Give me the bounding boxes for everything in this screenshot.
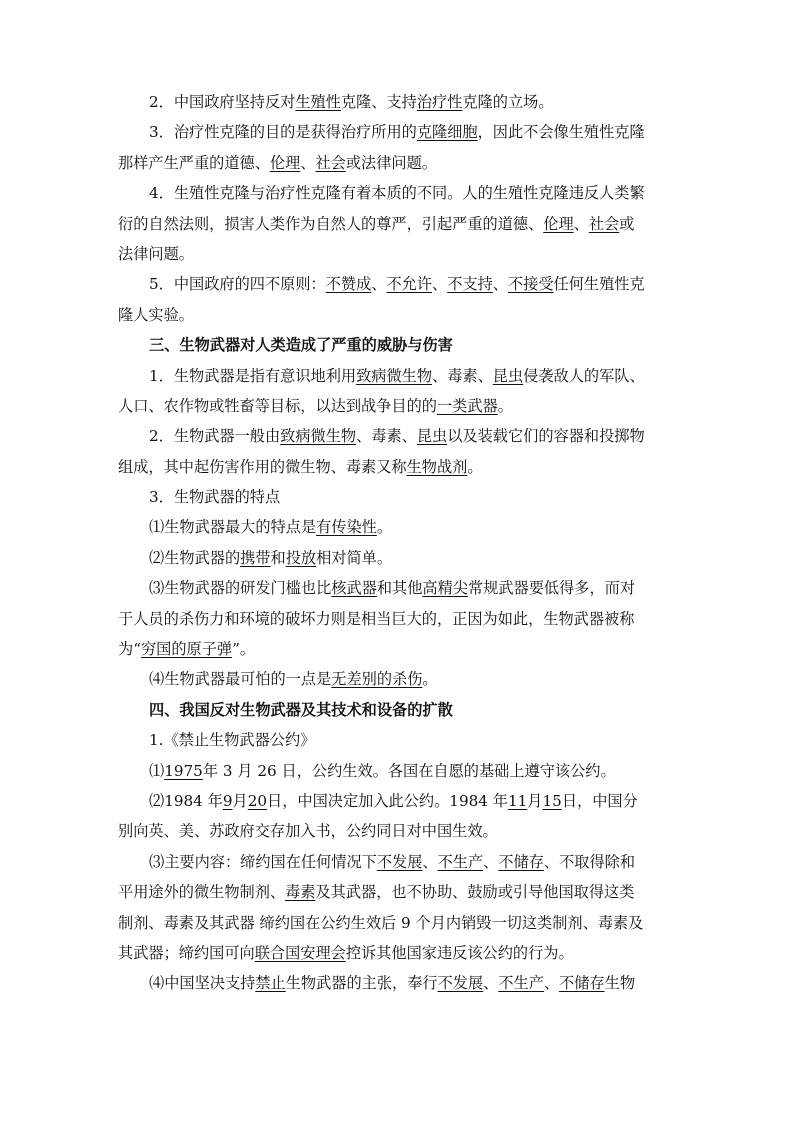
text-segment: 克隆的立场。 [462, 93, 554, 111]
text-segment: 任何生殖性克 [553, 275, 645, 294]
text-segment: 、 [483, 974, 499, 993]
text-segment: 和 [270, 548, 286, 567]
text-segment: 人口、农作物或牲畜等目标，以达到战争目的的 [118, 396, 437, 415]
text-line [118, 549, 678, 579]
underlined-term: 携带 [240, 548, 271, 567]
text-segment: 、毒素、 [356, 427, 417, 446]
text-line [118, 974, 678, 1004]
underlined-term: 9 [222, 791, 233, 810]
text-segment: 及其武器，也不协助、鼓励或引导他国取得这类 [315, 883, 635, 902]
underlined-term: 有传染性 [316, 518, 377, 537]
underlined-term: 不生产 [498, 974, 544, 993]
text-segment: 日，中国决定加入此公约。1984 年 [267, 791, 508, 810]
underlined-term: 穷国的原子弹 [140, 640, 233, 659]
text-line [118, 93, 678, 123]
text-segment: 和其他 [376, 579, 423, 598]
text-line [118, 427, 678, 457]
text-segment: ⑶主要内容：缔约国在任何情况下 [149, 852, 377, 871]
text-segment: 、 [483, 852, 499, 871]
underlined-term: 克隆细胞 [416, 123, 478, 142]
underlined-term: 不发展 [437, 974, 484, 993]
underlined-term: 生物战剂 [406, 457, 468, 476]
text-segment: 2．生物武器一般由 [149, 427, 281, 446]
text-line [118, 306, 678, 336]
text-segment: 以及装载它们的容器和投掷物 [447, 427, 645, 446]
underlined-term: 不储存 [498, 852, 544, 871]
text-segment: ，因此不会像生殖性克隆 [477, 123, 645, 142]
text-segment: ⑷生物武器最可怕的一点是 [149, 670, 332, 689]
text-segment: 3．生物武器的特点 [149, 488, 281, 507]
text-segment: ⑴ [149, 761, 165, 780]
text-line [118, 518, 678, 548]
underlined-term: 致病微生物 [280, 427, 357, 446]
underlined-term: 不储存 [559, 974, 605, 993]
text-segment: 月 [232, 791, 248, 810]
text-line [118, 184, 678, 214]
text-segment: 别向英、美、苏政府交存加入书，公约同日对中国生效。 [118, 822, 498, 841]
text-segment: 于人员的杀伤力和环境的破坏力则是相当巨大的，正因为如此，生物武器被称 [118, 609, 635, 628]
text-segment: 、 [492, 275, 508, 294]
underlined-term: 20 [247, 791, 268, 810]
text-line [118, 123, 678, 153]
text-segment: 。 [497, 396, 513, 415]
text-segment: ⑶生物武器的研发门槛也比 [149, 579, 332, 598]
text-line [118, 853, 678, 883]
text-segment: 5．中国政府的四不原则： [149, 275, 326, 294]
underlined-term: 核武器 [331, 579, 377, 598]
underlined-term: 治疗性 [416, 93, 463, 111]
text-segment: 3．治疗性克隆的目的是获得治疗所用的 [149, 123, 417, 142]
underlined-term: 高精尖 [422, 579, 468, 598]
underlined-term: 致病微生物 [356, 366, 433, 385]
text-line [118, 215, 678, 245]
text-line [118, 670, 678, 700]
text-line [118, 488, 678, 518]
underlined-term: 不生产 [437, 852, 484, 871]
text-line [118, 367, 678, 397]
text-segment: 、 [573, 214, 589, 233]
text-segment: 月 [527, 791, 543, 810]
text-line [118, 245, 678, 275]
text-segment: 、 [371, 275, 387, 294]
underlined-term: 一类武器 [436, 396, 498, 415]
text-segment: 三、生物武器对人类造成了严重的威胁与伤害 [149, 336, 453, 355]
underlined-term: 1975 [164, 761, 203, 780]
text-segment: 四、我国反对生物武器及其技术和设备的扩散 [149, 700, 453, 719]
text-segment: 常规武器要低得多，而对 [467, 579, 635, 598]
text-line [118, 822, 678, 852]
text-segment: 、 [422, 852, 438, 871]
text-line [118, 275, 678, 305]
text-line [118, 610, 678, 640]
text-segment: ⑷中国坚决支持 [149, 974, 256, 993]
underlined-term: 禁止 [255, 974, 286, 993]
underlined-term: 不允许 [386, 275, 433, 294]
text-segment: 、 [543, 974, 560, 993]
underlined-term: 社会 [315, 153, 346, 172]
underlined-term: 无差别的杀伤 [331, 670, 423, 689]
document-page [118, 93, 678, 1005]
text-line [118, 154, 678, 184]
text-segment: 侵袭敌人的军队、 [523, 366, 645, 385]
text-segment: 。 [467, 457, 483, 476]
underlined-term: 不发展 [376, 852, 423, 871]
underlined-term: 15 [542, 791, 562, 810]
text-segment: 日，中国分 [561, 791, 638, 810]
text-line [118, 579, 678, 609]
text-segment: 、毒素、 [432, 366, 493, 385]
section-heading [118, 336, 678, 366]
text-segment: 为“ [118, 640, 141, 659]
text-segment: 1．生物武器是指有意识地利用 [149, 366, 357, 385]
underlined-term: 不赞成 [325, 275, 372, 294]
text-segment: ⑵生物武器的 [149, 548, 241, 567]
text-segment: 、不取得除和 [543, 852, 635, 871]
text-line [118, 762, 678, 792]
text-segment: 4．生殖性克隆与治疗性克隆有着本质的不同。人的生殖性克隆违反人类繁 [149, 184, 645, 203]
text-segment: 法律问题。 [118, 244, 194, 263]
text-segment: 或 [619, 214, 635, 233]
text-segment: 平用途外的微生物制剂、 [118, 883, 286, 902]
text-segment: 。 [422, 670, 438, 689]
text-segment: 1.《禁止生物武器公约》 [149, 731, 316, 750]
text-line [118, 914, 678, 944]
underlined-term: 社会 [588, 214, 620, 233]
text-segment: 克隆、支持 [340, 93, 417, 111]
text-segment: 年 3 月 26 日，公约生效。各国在自愿的基础上遵守该公约。 [202, 761, 616, 780]
underlined-term: 昆虫 [492, 366, 524, 385]
text-segment: 隆人实验。 [118, 305, 194, 324]
text-segment: 生物武器的主张，奉行 [285, 974, 438, 993]
underlined-term: 投放 [285, 548, 317, 567]
text-line [118, 944, 678, 974]
text-segment: 、 [432, 275, 448, 294]
text-segment: 组成，其中起伤害作用的微生物、毒素又称 [118, 457, 407, 476]
underlined-term: 伦理 [269, 153, 301, 172]
text-segment: 、 [300, 153, 316, 172]
text-segment: ⑵1984 年 [149, 791, 223, 810]
text-segment: ”。 [232, 640, 256, 659]
text-line [118, 640, 678, 670]
text-segment: 控诉其他国家违反该公约的行为。 [345, 943, 574, 962]
underlined-term: 联合国安理会 [254, 943, 346, 962]
text-segment: 2．中国政府坚持反对 [149, 93, 296, 111]
text-segment: 生物 [604, 974, 635, 993]
text-segment: 制剂、毒素及其武器 缔约国在公约生效后 9 个月内销毁一切这类制剂、毒素及 [118, 913, 644, 932]
underlined-term: 不支持 [447, 275, 493, 294]
section-heading [118, 701, 678, 731]
underlined-term: 伦理 [543, 214, 574, 233]
text-segment: 衍的自然法则，损害人类作为自然人的尊严，引起严重的道德、 [118, 214, 544, 233]
text-line [118, 458, 678, 488]
text-segment: 相对简单。 [316, 548, 392, 567]
text-line [118, 792, 678, 822]
underlined-term: 不接受 [507, 275, 554, 294]
underlined-term: 昆虫 [416, 427, 448, 446]
text-line [118, 397, 678, 427]
text-segment: 其武器；缔约国可向 [118, 943, 255, 962]
text-line [118, 883, 678, 913]
text-segment: ⑴生物武器最大的特点是 [149, 518, 317, 537]
text-line [118, 731, 678, 761]
text-segment: 那样产生严重的道德、 [118, 153, 270, 172]
underlined-term: 生殖性 [295, 93, 341, 111]
underlined-term: 11 [507, 791, 528, 810]
underlined-term: 毒素 [285, 883, 316, 902]
text-segment: 。 [376, 518, 392, 537]
text-segment: 或法律问题。 [345, 153, 437, 172]
